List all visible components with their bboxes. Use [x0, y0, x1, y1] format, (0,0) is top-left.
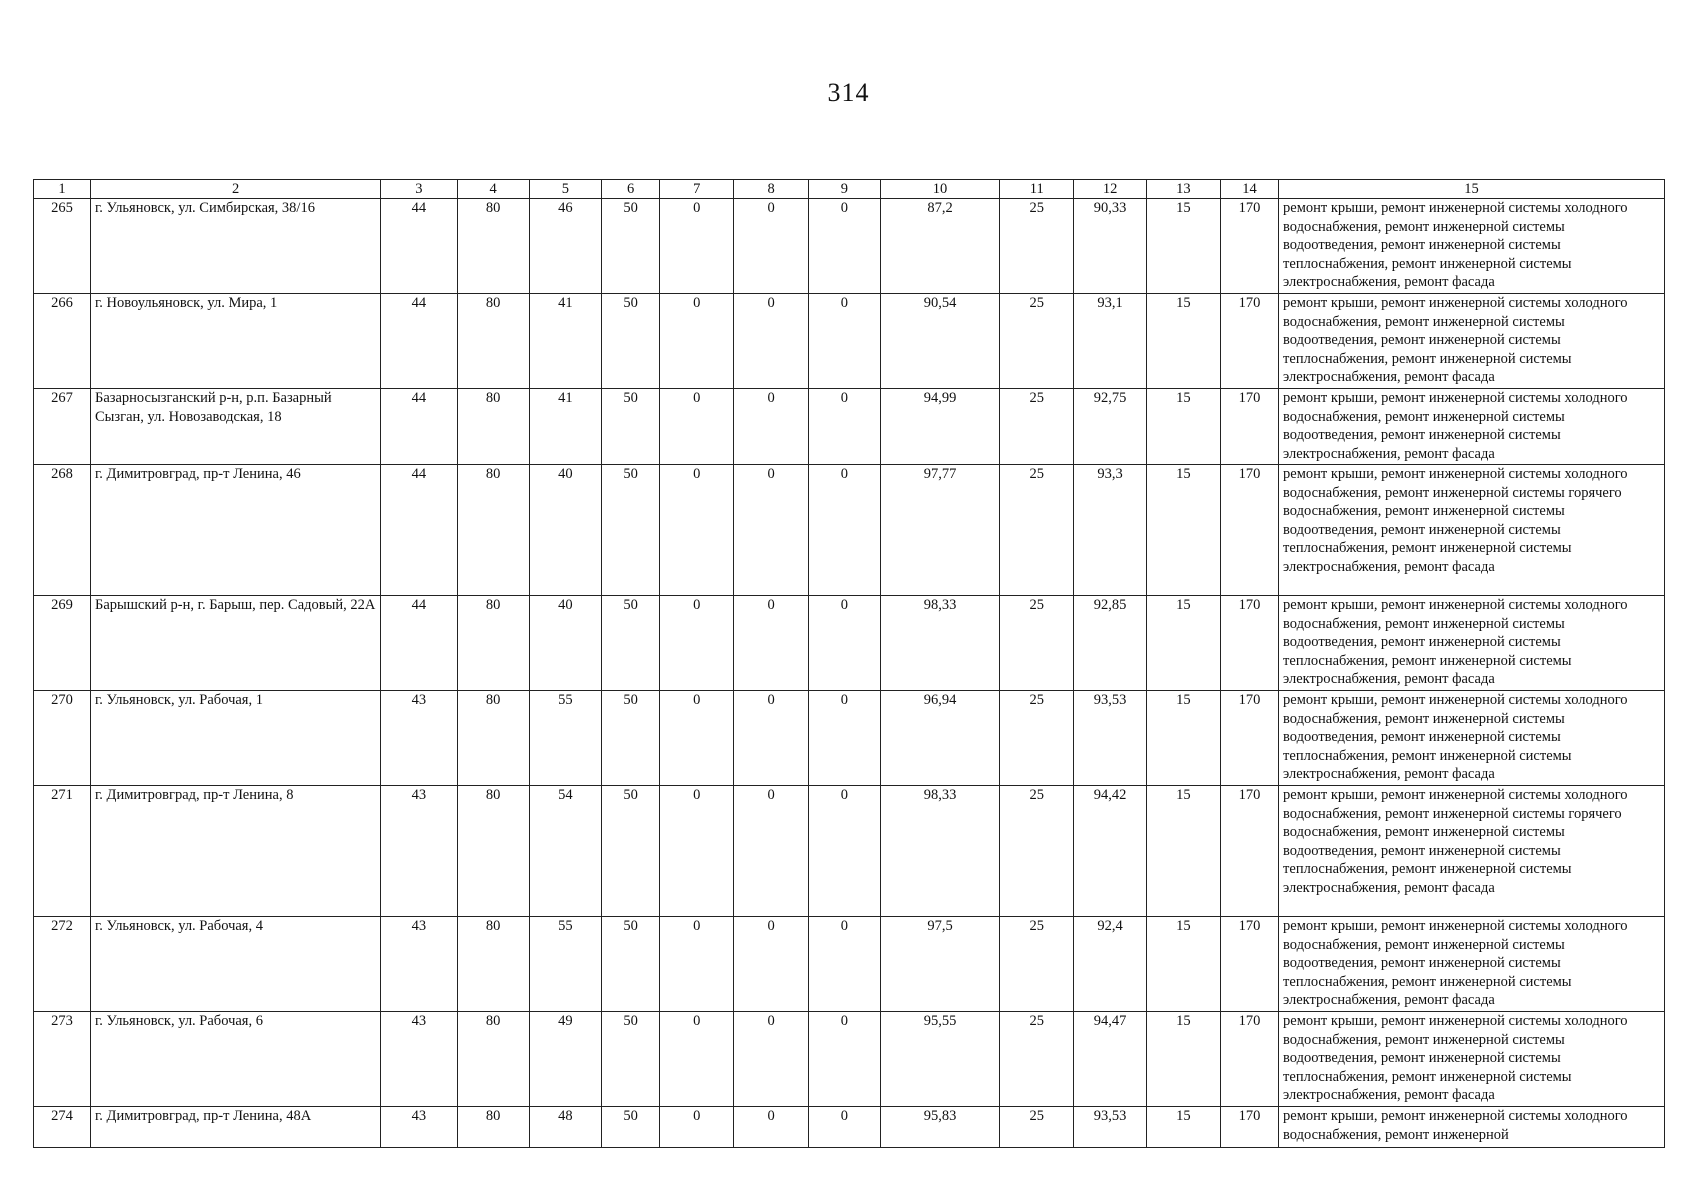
- value-cell: 0: [734, 1012, 808, 1107]
- value-cell: 93,3: [1074, 465, 1146, 596]
- value-cell: 50: [602, 1107, 660, 1148]
- row-number-cell: 274: [34, 1107, 91, 1148]
- value-cell: 44: [381, 389, 457, 465]
- value-cell: 25: [1000, 465, 1074, 596]
- value-cell: 93,1: [1074, 294, 1146, 389]
- value-cell: 43: [381, 691, 457, 786]
- value-cell: 25: [1000, 786, 1074, 917]
- value-cell: 46: [529, 199, 601, 294]
- column-header: 8: [734, 180, 808, 199]
- works-cell: ремонт крыши, ремонт инженерной системы холодного водоснабжения, ремонт инженерной системы водоотведения, ремонт инженерной системы теплоснабжения, ремонт инженерной системы электроснабжения, ремонт фасада: [1279, 199, 1665, 294]
- value-cell: 92,4: [1074, 917, 1146, 1012]
- value-cell: 50: [602, 917, 660, 1012]
- value-cell: 0: [808, 1012, 880, 1107]
- repair-program-table: [33, 179, 1665, 1148]
- value-cell: 49: [529, 1012, 601, 1107]
- column-header: 1: [34, 180, 91, 199]
- value-cell: 0: [660, 596, 734, 691]
- value-cell: 15: [1146, 294, 1220, 389]
- value-cell: 80: [457, 691, 529, 786]
- value-cell: 0: [734, 1107, 808, 1148]
- value-cell: 93,53: [1074, 691, 1146, 786]
- column-number-row: [34, 180, 1665, 199]
- value-cell: 80: [457, 596, 529, 691]
- column-header: 6: [602, 180, 660, 199]
- works-cell: ремонт крыши, ремонт инженерной системы холодного водоснабжения, ремонт инженерной системы водоотведения, ремонт инженерной системы теплоснабжения, ремонт инженерной системы электроснабжения, ремонт фасада: [1279, 917, 1665, 1012]
- column-header: 3: [381, 180, 457, 199]
- column-header: 12: [1074, 180, 1146, 199]
- table-row: [34, 389, 1665, 465]
- value-cell: 0: [660, 294, 734, 389]
- value-cell: 170: [1221, 1107, 1279, 1148]
- value-cell: 0: [660, 1107, 734, 1148]
- value-cell: 50: [602, 199, 660, 294]
- value-cell: 15: [1146, 786, 1220, 917]
- value-cell: 170: [1221, 199, 1279, 294]
- value-cell: 0: [660, 465, 734, 596]
- column-header: 15: [1279, 180, 1665, 199]
- value-cell: 0: [808, 917, 880, 1012]
- value-cell: 0: [734, 596, 808, 691]
- value-cell: 0: [660, 1012, 734, 1107]
- address-cell: Базарносызганский р-н, р.п. Базарный Сызган, ул. Новозаводская, 18: [91, 389, 381, 465]
- value-cell: 15: [1146, 596, 1220, 691]
- value-cell: 170: [1221, 691, 1279, 786]
- value-cell: 97,77: [881, 465, 1000, 596]
- value-cell: 15: [1146, 199, 1220, 294]
- value-cell: 0: [808, 294, 880, 389]
- value-cell: 170: [1221, 786, 1279, 917]
- value-cell: 80: [457, 1107, 529, 1148]
- value-cell: 25: [1000, 294, 1074, 389]
- value-cell: 0: [808, 786, 880, 917]
- value-cell: 98,33: [881, 596, 1000, 691]
- value-cell: 80: [457, 786, 529, 917]
- value-cell: 0: [660, 199, 734, 294]
- table-row: [34, 917, 1665, 1012]
- address-cell: г. Димитровград, пр-т Ленина, 8: [91, 786, 381, 917]
- address-cell: г. Димитровград, пр-т Ленина, 46: [91, 465, 381, 596]
- value-cell: 98,33: [881, 786, 1000, 917]
- table-row: [34, 691, 1665, 786]
- row-number-cell: 273: [34, 1012, 91, 1107]
- address-cell: г. Ульяновск, ул. Рабочая, 6: [91, 1012, 381, 1107]
- value-cell: 25: [1000, 691, 1074, 786]
- row-number-cell: 266: [34, 294, 91, 389]
- value-cell: 25: [1000, 199, 1074, 294]
- value-cell: 44: [381, 294, 457, 389]
- value-cell: 50: [602, 691, 660, 786]
- value-cell: 25: [1000, 389, 1074, 465]
- value-cell: 80: [457, 465, 529, 596]
- value-cell: 0: [734, 294, 808, 389]
- value-cell: 170: [1221, 596, 1279, 691]
- value-cell: 15: [1146, 691, 1220, 786]
- value-cell: 94,99: [881, 389, 1000, 465]
- value-cell: 93,53: [1074, 1107, 1146, 1148]
- row-number-cell: 270: [34, 691, 91, 786]
- row-number-cell: 271: [34, 786, 91, 917]
- row-number-cell: 267: [34, 389, 91, 465]
- row-number-cell: 265: [34, 199, 91, 294]
- value-cell: 50: [602, 596, 660, 691]
- column-header: 11: [1000, 180, 1074, 199]
- table-row: [34, 1012, 1665, 1107]
- value-cell: 0: [808, 596, 880, 691]
- value-cell: 15: [1146, 917, 1220, 1012]
- value-cell: 0: [808, 389, 880, 465]
- value-cell: 90,54: [881, 294, 1000, 389]
- value-cell: 170: [1221, 465, 1279, 596]
- value-cell: 25: [1000, 596, 1074, 691]
- value-cell: 95,55: [881, 1012, 1000, 1107]
- value-cell: 170: [1221, 917, 1279, 1012]
- value-cell: 80: [457, 389, 529, 465]
- address-cell: г. Ульяновск, ул. Рабочая, 1: [91, 691, 381, 786]
- address-cell: г. Ульяновск, ул. Симбирская, 38/16: [91, 199, 381, 294]
- value-cell: 55: [529, 917, 601, 1012]
- address-cell: Барышский р-н, г. Барыш, пер. Садовый, 22А: [91, 596, 381, 691]
- works-cell: ремонт крыши, ремонт инженерной системы холодного водоснабжения, ремонт инженерной системы водоотведения, ремонт инженерной системы теплоснабжения, ремонт инженерной системы электроснабжения, ремонт фасада: [1279, 691, 1665, 786]
- value-cell: 170: [1221, 1012, 1279, 1107]
- row-number-cell: 269: [34, 596, 91, 691]
- value-cell: 0: [660, 917, 734, 1012]
- value-cell: 96,94: [881, 691, 1000, 786]
- value-cell: 0: [808, 465, 880, 596]
- value-cell: 50: [602, 465, 660, 596]
- value-cell: 0: [734, 389, 808, 465]
- value-cell: 50: [602, 786, 660, 917]
- value-cell: 40: [529, 465, 601, 596]
- value-cell: 0: [808, 199, 880, 294]
- value-cell: 44: [381, 465, 457, 596]
- table-row: [34, 294, 1665, 389]
- value-cell: 0: [734, 917, 808, 1012]
- value-cell: 170: [1221, 294, 1279, 389]
- value-cell: 43: [381, 1012, 457, 1107]
- value-cell: 44: [381, 199, 457, 294]
- value-cell: 0: [734, 465, 808, 596]
- value-cell: 15: [1146, 389, 1220, 465]
- table-row: [34, 465, 1665, 596]
- value-cell: 0: [734, 786, 808, 917]
- table-row: [34, 1107, 1665, 1148]
- value-cell: 15: [1146, 465, 1220, 596]
- value-cell: 94,47: [1074, 1012, 1146, 1107]
- value-cell: 25: [1000, 1012, 1074, 1107]
- column-header: 14: [1221, 180, 1279, 199]
- value-cell: 41: [529, 389, 601, 465]
- value-cell: 54: [529, 786, 601, 917]
- value-cell: 0: [734, 199, 808, 294]
- column-header: 5: [529, 180, 601, 199]
- works-cell: ремонт крыши, ремонт инженерной системы холодного водоснабжения, ремонт инженерной системы горячего водоснабжения, ремонт инженерной системы водоотведения, ремонт инженерной системы теплоснабжения, ремонт инженерной системы электроснабжения, ремонт фасада: [1279, 786, 1665, 917]
- value-cell: 48: [529, 1107, 601, 1148]
- value-cell: 15: [1146, 1107, 1220, 1148]
- column-header: 10: [881, 180, 1000, 199]
- works-cell: ремонт крыши, ремонт инженерной системы холодного водоснабжения, ремонт инженерной системы горячего водоснабжения, ремонт инженерной системы водоотведения, ремонт инженерной системы теплоснабжения, ремонт инженерной системы электроснабжения, ремонт фасада: [1279, 465, 1665, 596]
- row-number-cell: 272: [34, 917, 91, 1012]
- value-cell: 43: [381, 786, 457, 917]
- works-cell: ремонт крыши, ремонт инженерной системы холодного водоснабжения, ремонт инженерной системы водоотведения, ремонт инженерной системы электроснабжения, ремонт фасада: [1279, 389, 1665, 465]
- value-cell: 80: [457, 294, 529, 389]
- works-cell: ремонт крыши, ремонт инженерной системы холодного водоснабжения, ремонт инженерной системы водоотведения, ремонт инженерной системы теплоснабжения, ремонт инженерной системы электроснабжения, ремонт фасада: [1279, 596, 1665, 691]
- column-header: 4: [457, 180, 529, 199]
- value-cell: 95,83: [881, 1107, 1000, 1148]
- works-cell: ремонт крыши, ремонт инженерной системы холодного водоснабжения, ремонт инженерной системы водоотведения, ремонт инженерной системы теплоснабжения, ремонт инженерной системы электроснабжения, ремонт фасада: [1279, 1012, 1665, 1107]
- value-cell: 92,85: [1074, 596, 1146, 691]
- value-cell: 0: [808, 691, 880, 786]
- value-cell: 50: [602, 1012, 660, 1107]
- value-cell: 43: [381, 917, 457, 1012]
- column-header: 13: [1146, 180, 1220, 199]
- address-cell: г. Новоульяновск, ул. Мира, 1: [91, 294, 381, 389]
- value-cell: 41: [529, 294, 601, 389]
- value-cell: 25: [1000, 1107, 1074, 1148]
- value-cell: 55: [529, 691, 601, 786]
- value-cell: 80: [457, 917, 529, 1012]
- value-cell: 50: [602, 294, 660, 389]
- value-cell: 0: [808, 1107, 880, 1148]
- address-cell: г. Димитровград, пр-т Ленина, 48А: [91, 1107, 381, 1148]
- value-cell: 50: [602, 389, 660, 465]
- table-row: [34, 596, 1665, 691]
- value-cell: 90,33: [1074, 199, 1146, 294]
- value-cell: 80: [457, 199, 529, 294]
- column-header: 9: [808, 180, 880, 199]
- column-header: 7: [660, 180, 734, 199]
- value-cell: 0: [660, 389, 734, 465]
- table-row: [34, 786, 1665, 917]
- value-cell: 94,42: [1074, 786, 1146, 917]
- value-cell: 87,2: [881, 199, 1000, 294]
- row-number-cell: 268: [34, 465, 91, 596]
- value-cell: 0: [734, 691, 808, 786]
- value-cell: 92,75: [1074, 389, 1146, 465]
- works-cell: ремонт крыши, ремонт инженерной системы холодного водоснабжения, ремонт инженерной системы водоотведения, ремонт инженерной системы теплоснабжения, ремонт инженерной системы электроснабжения, ремонт фасада: [1279, 294, 1665, 389]
- column-header: 2: [91, 180, 381, 199]
- value-cell: 170: [1221, 389, 1279, 465]
- value-cell: 0: [660, 786, 734, 917]
- table-row: [34, 199, 1665, 294]
- page-number: 314: [827, 78, 870, 107]
- value-cell: 44: [381, 596, 457, 691]
- value-cell: 15: [1146, 1012, 1220, 1107]
- value-cell: 97,5: [881, 917, 1000, 1012]
- value-cell: 0: [660, 691, 734, 786]
- address-cell: г. Ульяновск, ул. Рабочая, 4: [91, 917, 381, 1012]
- value-cell: 43: [381, 1107, 457, 1148]
- value-cell: 25: [1000, 917, 1074, 1012]
- value-cell: 80: [457, 1012, 529, 1107]
- works-cell: ремонт крыши, ремонт инженерной системы холодного водоснабжения, ремонт инженерной: [1279, 1107, 1665, 1148]
- value-cell: 40: [529, 596, 601, 691]
